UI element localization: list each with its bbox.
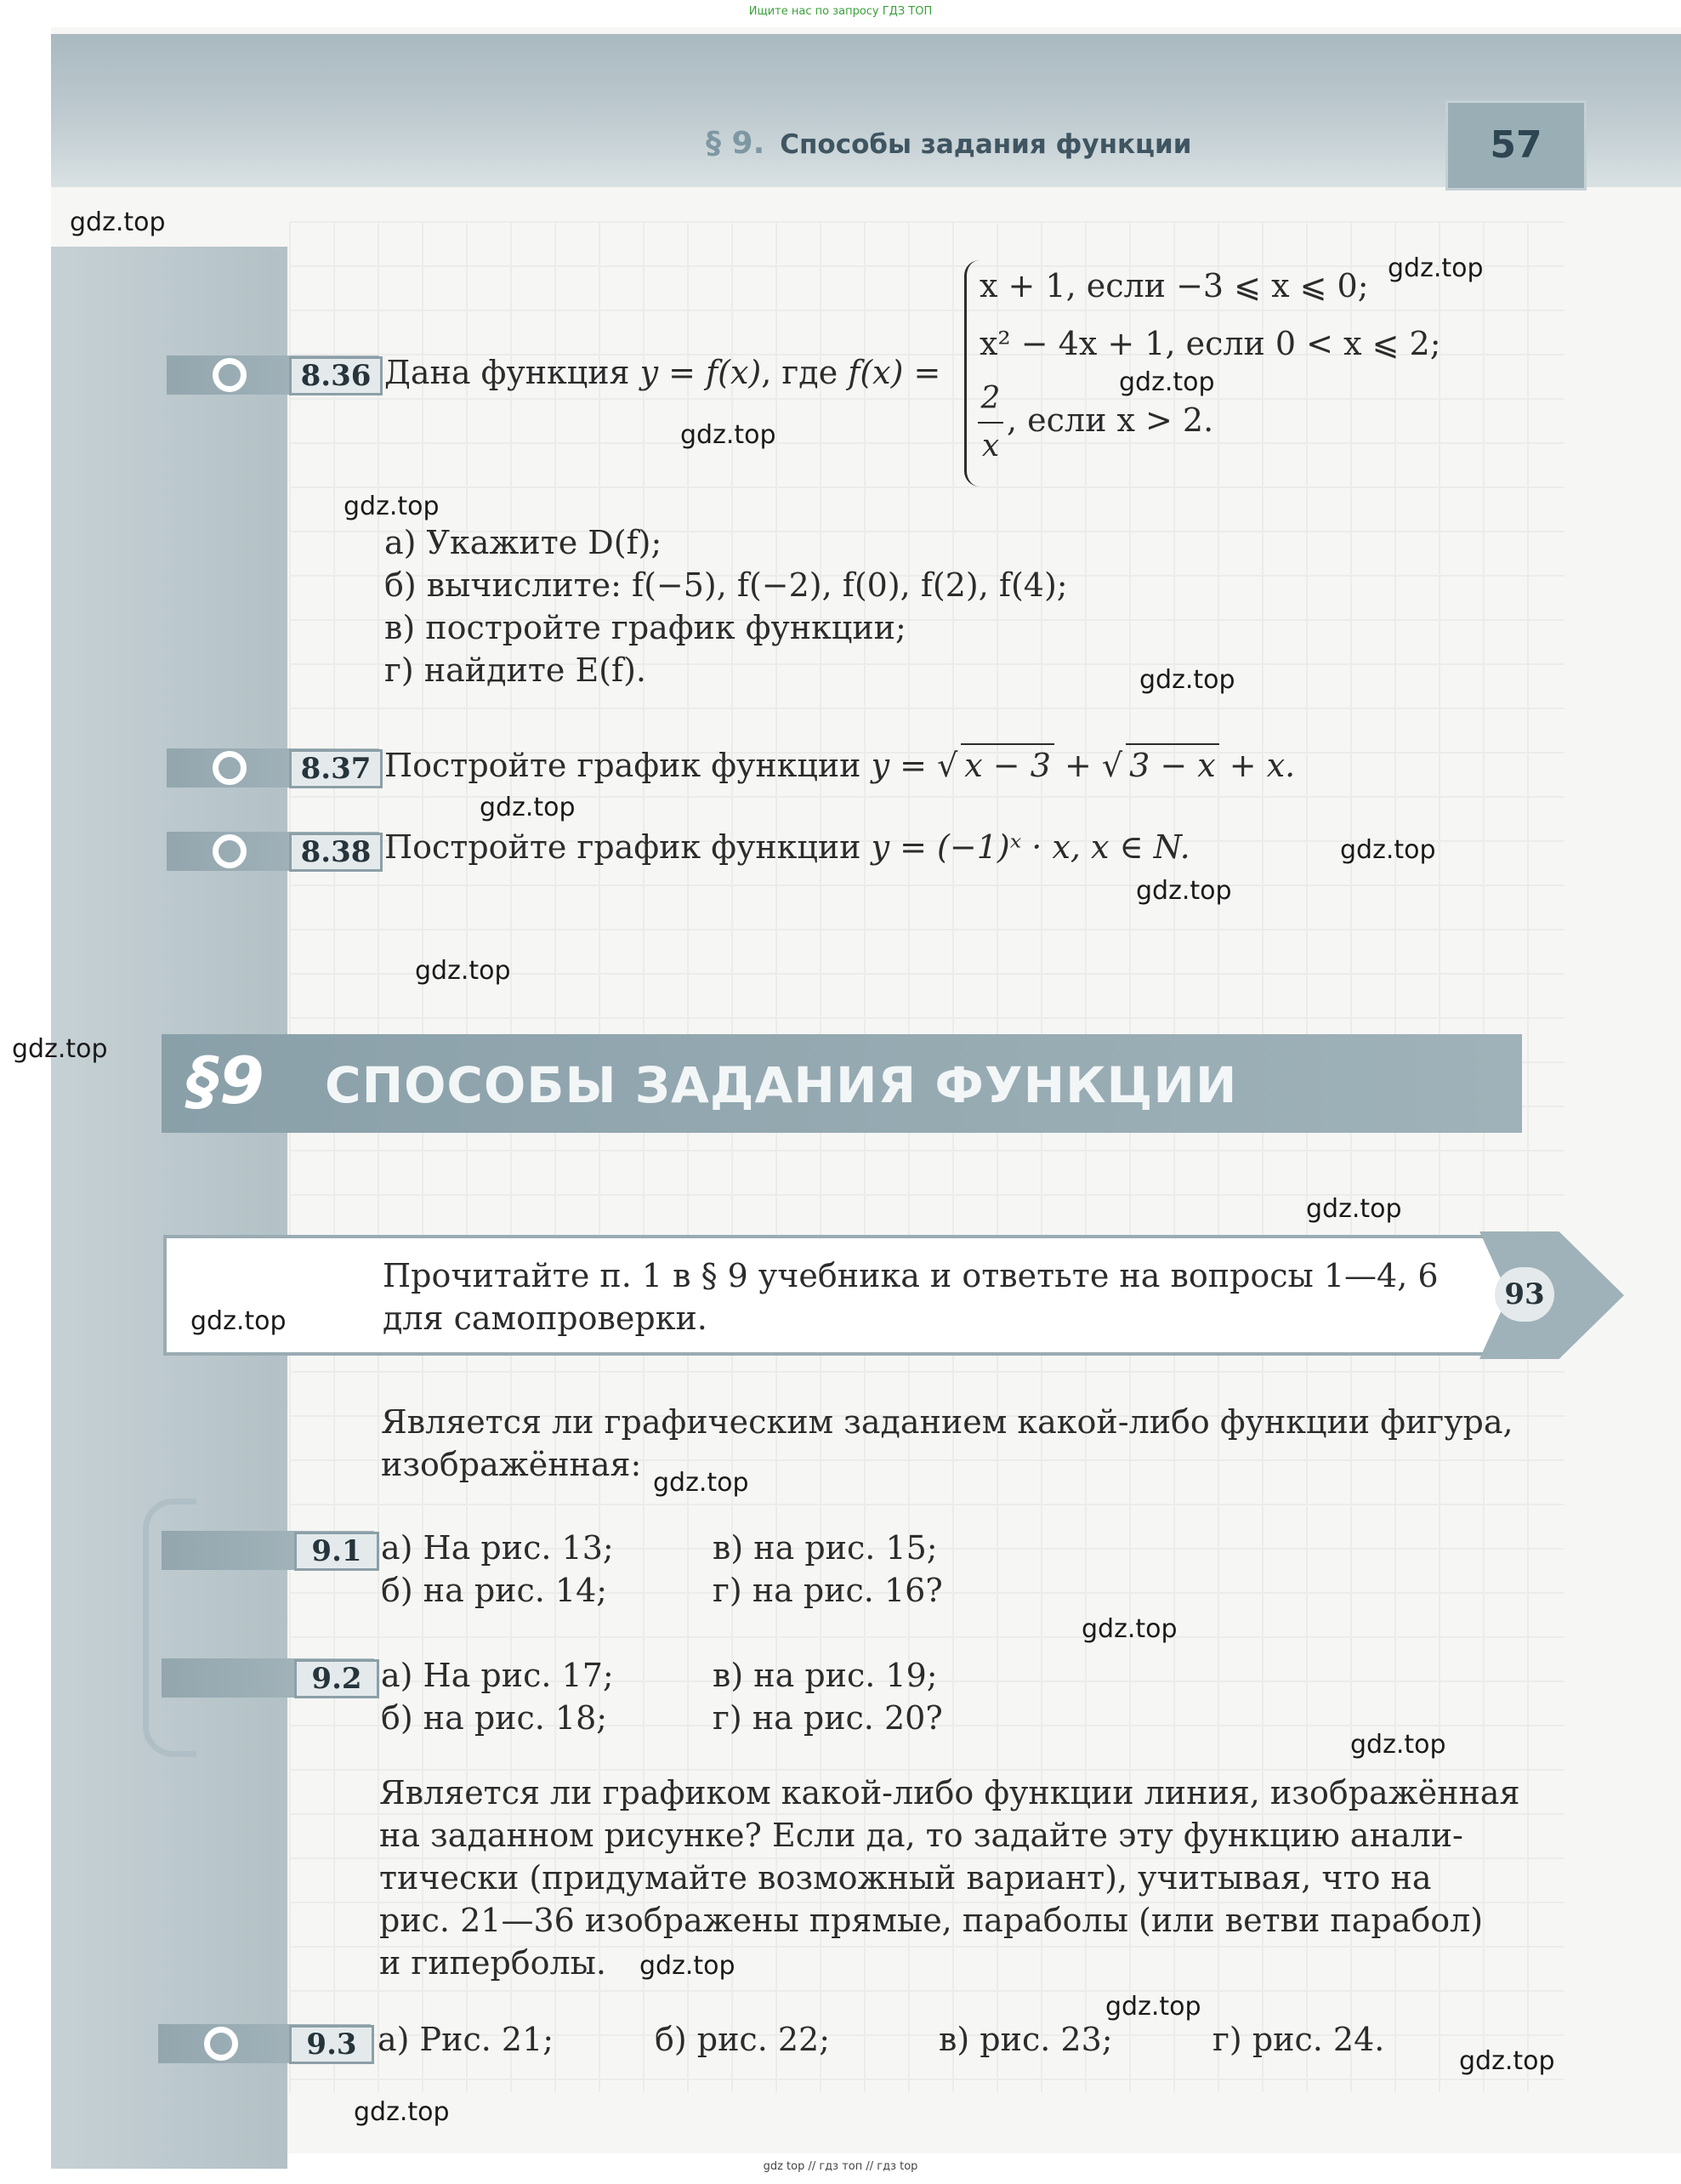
task-9-3-number: 9.3: [289, 2025, 374, 2064]
running-header: [51, 34, 1681, 187]
watermark: gdz.top: [1082, 1614, 1178, 1644]
task-8-38-circle-icon: [213, 834, 247, 868]
watermark: gdz.top: [1350, 1730, 1446, 1760]
task-8-36-intro: [384, 352, 940, 393]
running-header-title: Способы задания функции: [780, 129, 1192, 160]
task-9-1-a: а) На рис. 13;: [381, 1529, 614, 1567]
watermark: gdz.top: [1136, 876, 1232, 906]
question-2-line-2: на заданном рисунке? Если да, то задайте эту функцию анали-: [379, 1817, 1463, 1854]
task-8-37-equation-lhs: y =: [871, 747, 927, 784]
task-9-1-g: г) на рис. 16?: [713, 1572, 943, 1609]
task-8-36-item-b: б) вычислите: f(−5), f(−2), f(0), f(2), f(4);: [384, 566, 1068, 604]
task-8-37-root-2: [1126, 743, 1219, 786]
task-9-3-v: в) рис. 23;: [939, 2021, 1113, 2058]
task-8-38-equation: y = (−1)ˣ · x, x ∈ N.: [871, 828, 1190, 866]
task-8-37-number: 8.37: [289, 749, 383, 788]
task-8-37-text: Постройте график функции y = √ x − 3 + √ 3 − x + x.: [384, 743, 1295, 786]
task-8-36-function: y = f(x): [639, 354, 762, 391]
watermark: gdz.top: [653, 1468, 749, 1498]
piecewise-case-2: x² − 4x + 1, если 0 < x ⩽ 2;: [980, 325, 1441, 362]
task-8-37-root-1: [961, 743, 1054, 786]
task-8-36-number: 8.36: [289, 356, 383, 395]
fraction-numerator: 2: [978, 376, 1003, 424]
watermark: gdz.top: [1306, 1194, 1402, 1224]
task-8-37-root-2-text: 3 − x: [1129, 747, 1216, 784]
task-9-1-b: б) на рис. 14;: [381, 1572, 608, 1609]
watermark: gdz.top: [12, 1034, 108, 1064]
watermark: gdz.top: [354, 2097, 450, 2127]
page-number: 57: [1445, 100, 1587, 191]
task-9-1-v: в) на рис. 15;: [713, 1529, 938, 1567]
task-9-1-number: 9.1: [294, 1532, 379, 1571]
task-9-3-g: г) рис. 24.: [1212, 2021, 1385, 2058]
watermark: gdz.top: [1459, 2046, 1555, 2076]
running-header-section-number: § 9.: [706, 126, 765, 161]
task-9-2-a: а) На рис. 17;: [381, 1657, 614, 1694]
question-2-line-1: Является ли графиком какой-либо функции линия, изображённая: [379, 1774, 1520, 1811]
question-2-line-5: и гиперболы.: [379, 1944, 607, 1982]
piecewise-case-3: , если x > 2.: [1007, 401, 1214, 439]
task-8-36-item-g: г) найдите E(f).: [384, 651, 646, 689]
question-1-line-2: изображённая:: [381, 1446, 642, 1483]
watermark: gdz.top: [1105, 1992, 1201, 2022]
watermark: gdz.top: [344, 492, 440, 521]
section-sign: §9: [187, 1043, 264, 1118]
reference-badge-number: 93: [1495, 1267, 1554, 1322]
piecewise-case-3-fraction: [978, 376, 1003, 469]
top-search-note: Ищите нас по запросу ГДЗ ТОП: [748, 5, 933, 18]
section-title: СПОСОБЫ ЗАДАНИЯ ФУНКЦИИ: [325, 1056, 1238, 1114]
left-side-band: [51, 247, 287, 2169]
task-8-36-intro-lead: Дана функция: [384, 354, 640, 391]
question-2-line-3: тически (придумайте возможный вариант), учитывая, что на: [379, 1859, 1432, 1897]
question-2-line-4: рис. 21—36 изображены прямые, параболы (или ветви парабол): [379, 1902, 1484, 1939]
section-heading: [162, 1034, 1522, 1133]
task-8-37-plus: +: [1053, 747, 1102, 784]
piecewise-case-1: x + 1, если −3 ⩽ x ⩽ 0;: [980, 267, 1369, 304]
task-9-2-number: 9.2: [294, 1659, 379, 1698]
task-8-36-item-a: а) Укажите D(f);: [384, 524, 662, 561]
reading-assignment-line-1: Прочитайте п. 1 в § 9 учебника и ответьте на вопросы 1—4, 6: [383, 1257, 1439, 1294]
task-9-2-b: б) на рис. 18;: [381, 1699, 608, 1737]
task-8-37-circle-icon: [213, 751, 247, 785]
task-8-36-circle-icon: [213, 358, 247, 392]
task-8-38-number: 8.38: [289, 833, 383, 872]
task-8-38-lead: Постройте график функции: [384, 828, 872, 866]
task-9-2-v: в) на рис. 19;: [713, 1657, 938, 1694]
watermark: gdz.top: [415, 956, 511, 986]
task-8-37-root-1-text: x − 3: [964, 747, 1051, 784]
watermark: gdz.top: [1340, 835, 1436, 865]
task-8-36-intro-mid: , где: [761, 354, 849, 391]
watermark: gdz.top: [1139, 665, 1235, 695]
task-8-36-item-v: в) постройте график функции;: [384, 609, 906, 646]
task-8-37-lead: Постройте график функции: [384, 747, 872, 784]
watermark: gdz.top: [1119, 367, 1215, 397]
task-9-3-circle-icon: [204, 2027, 238, 2061]
task-8-38-text: [384, 827, 1190, 867]
watermark: gdz.top: [480, 793, 576, 822]
watermark: gdz.top: [70, 208, 166, 237]
watermark: gdz.top: [190, 1306, 287, 1336]
task-8-37-tail: + x.: [1218, 747, 1296, 784]
running-header-text: [706, 126, 1191, 161]
bottom-note: gdz top // гдз топ // гдз top: [763, 2160, 918, 2173]
fraction-denominator: x: [981, 429, 1000, 464]
watermark: gdz.top: [1388, 253, 1484, 283]
reading-assignment-line-2: для самопроверки.: [383, 1300, 707, 1337]
question-1-line-1: Является ли графическим заданием какой-либо функции фигура,: [381, 1403, 1513, 1441]
watermark: gdz.top: [639, 1951, 735, 1981]
task-8-36-definition: f(x) =: [848, 354, 941, 391]
task-9-3-a: а) Рис. 21;: [378, 2021, 554, 2058]
task-9-3-b: б) рис. 22;: [655, 2021, 831, 2058]
task-9-2-g: г) на рис. 20?: [713, 1699, 943, 1737]
watermark: gdz.top: [680, 420, 776, 450]
